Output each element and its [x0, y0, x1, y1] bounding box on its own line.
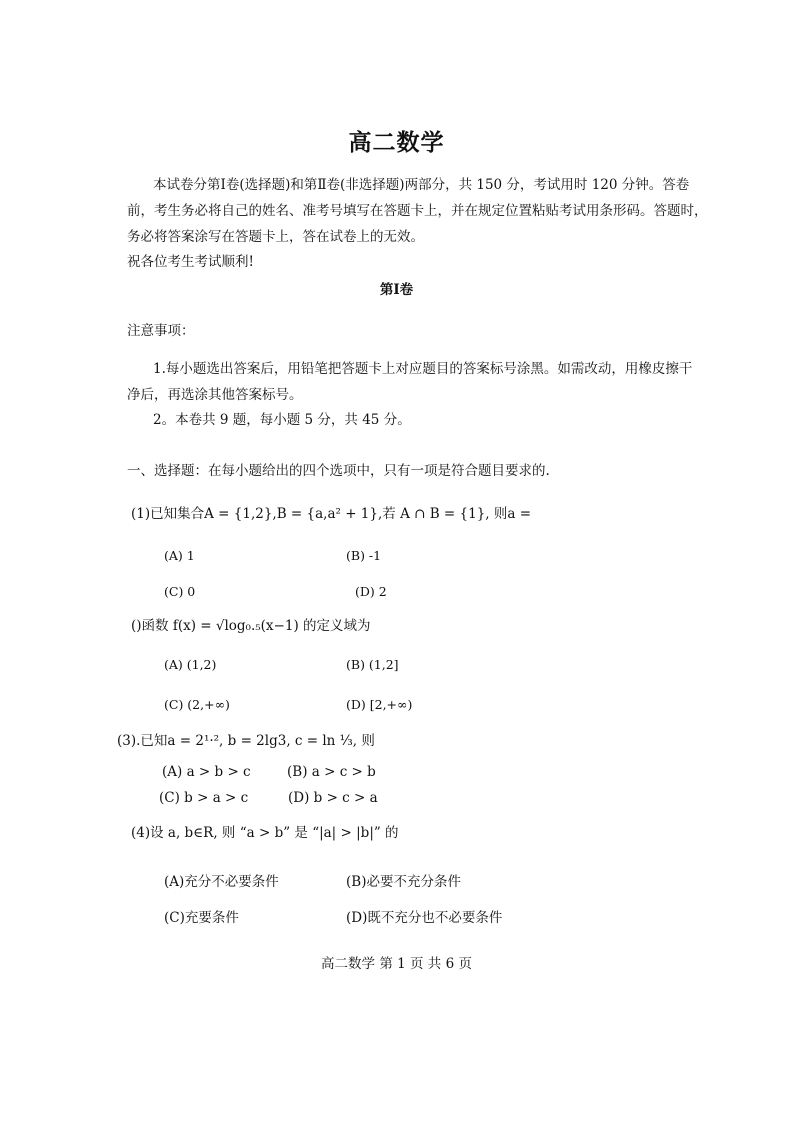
- intro-line-3: 务必将答案涂写在答题卡上，答在试卷上的无效。: [127, 229, 424, 245]
- question-1-stem: (1)已知集合A = {1,2},B = {a,a² + 1},若 A ∩ B = {1}, 则a =: [131, 506, 532, 522]
- question-3-option-c: (C) b > a > c: [159, 790, 249, 806]
- question-4-option-d: (D)既不充分也不必要条件: [346, 910, 503, 926]
- question-4-option-b: (B)必要不充分条件: [346, 874, 461, 890]
- page-footer: 高二数学 第 1 页 共 6 页: [321, 956, 472, 972]
- question-3-option-b: (B) a > c > b: [287, 764, 376, 780]
- question-4-option-a: (A)充分不必要条件: [164, 874, 279, 890]
- notes-item-1-line-2: 净后，再选涂其他答案标号。: [127, 387, 303, 403]
- intro-line-2: 前，考生务必将自己的姓名、准考号填写在答题卡上，并在规定位置粘贴考试用条形码。答题时，: [127, 203, 708, 219]
- question-1-option-a: (A) 1: [164, 548, 195, 563]
- question-1-option-b: (B) -1: [346, 548, 382, 563]
- question-2-option-a: (A) (1,2): [164, 657, 217, 672]
- question-3-option-d: (D) b > c > a: [288, 790, 378, 806]
- notes-item-2: 2。本卷共 9 题，每小题 5 分，共 45 分。: [153, 412, 411, 428]
- question-3-option-a: (A) a > b > c: [162, 764, 251, 780]
- question-2-option-b: (B) (1,2]: [346, 657, 399, 672]
- question-3-stem: (3).已知a = 2¹·², b = 2lg3, c = ln ⅓, 则: [117, 733, 375, 749]
- intro-line-4: 祝各位考生考试顺利!: [127, 254, 254, 270]
- page-title: 高二数学: [348, 129, 445, 156]
- question-2-stem: ()函数 f(x) = √log₀.₅(x−1) 的定义域为: [131, 618, 371, 634]
- question-1-option-d: (D) 2: [355, 584, 387, 599]
- notes-item-1-line-1: 1.每小题选出答案后，用铅笔把答题卡上对应题目的答案标号涂黑。如需改动，用橡皮擦干: [153, 361, 693, 377]
- section-title: 第Ⅰ卷: [379, 282, 414, 298]
- question-1-option-c: (C) 0: [164, 584, 196, 599]
- question-2-option-c: (C) (2,+∞): [164, 697, 230, 712]
- intro-line-1: 本试卷分第Ⅰ卷(选择题)和第Ⅱ卷(非选择题)两部分，共 150 分，考试用时 120 分钟。答卷: [153, 177, 690, 193]
- question-4-option-c: (C)充要条件: [164, 910, 239, 926]
- notes-heading: 注意事项：: [127, 323, 195, 339]
- question-4-stem: (4)设 a, b∈R, 则 “a > b” 是 “|a| > |b|” 的: [131, 825, 399, 841]
- question-2-option-d: (D) [2,+∞): [346, 697, 413, 712]
- part-heading: 一、选择题：在每小题给出的四个选项中，只有一项是符合题目要求的.: [127, 463, 550, 479]
